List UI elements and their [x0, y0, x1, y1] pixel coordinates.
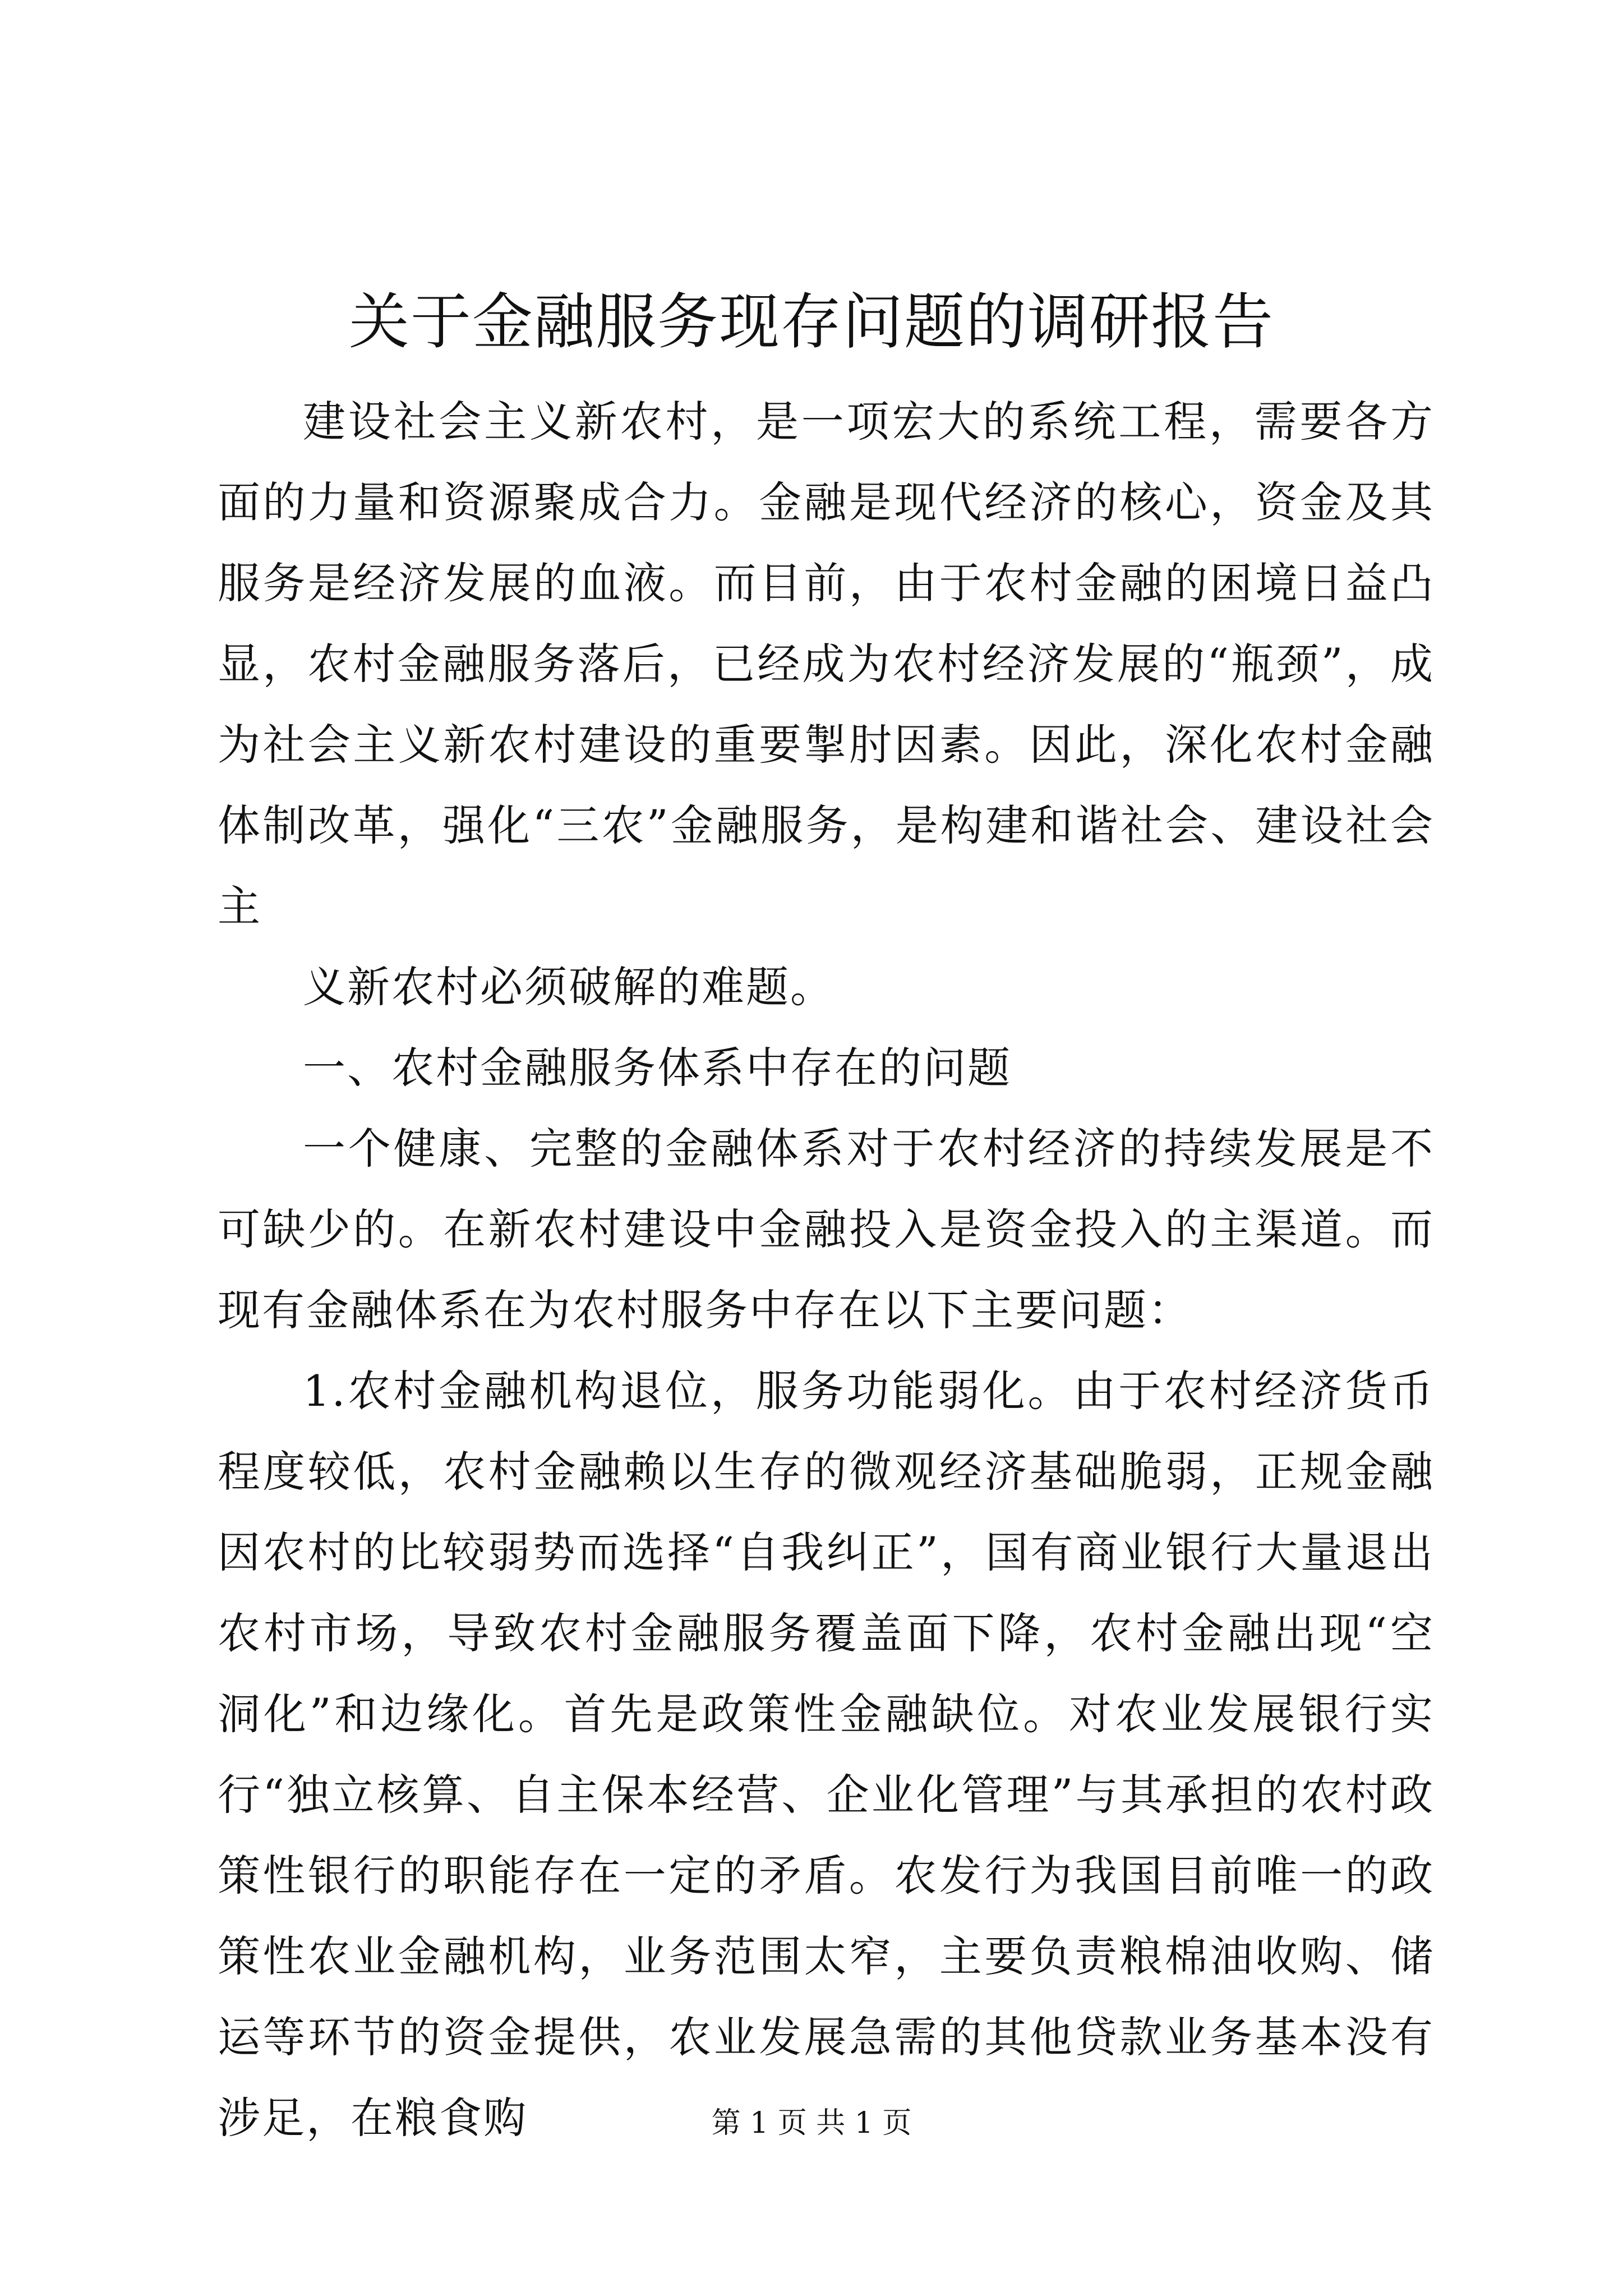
- document-title: 关于金融服务现存问题的调研报告: [348, 287, 1274, 357]
- paragraph-intro: 建设社会主义新农村，是一项宏大的系统工程，需要各方面的力量和资源聚成合力。金融是现代经济的核心，资金及其服务是经济发展的血液。而目前，由于农村金融的困境日益凸显，农村金融服务落后，已经成为农村经济发展的“瓶颈”，成为社会主义新农村建设的重要掣肘因素。因此，深化农村金融体制改革，强化“三农”金融服务，是构建和谐社会、建设社会主: [218, 397, 1435, 931]
- page-footer: 第 1 页 共 1 页: [711, 2106, 912, 2140]
- paragraph-intro-continued: 义新农村必须破解的难题。: [303, 962, 834, 1012]
- section-heading-1: 一、农村金融服务体系中存在的问题: [303, 1043, 1012, 1093]
- paragraph-point-1: 1.农村金融机构退位，服务功能弱化。由于农村经济货币程度较低，农村金融赖以生存的微观经济基础脆弱，正规金融因农村的比较弱势而选择“自我纠正”，国有商业银行大量退出农村市场，导致农村金融服务覆盖面下降，农村金融出现“空洞化”和边缘化。首先是政策性金融缺位。对农业发展银行实行“独立核算、自主保本经营、企业化管理”与其承担的农村政策性银行的职能存在一定的矛盾。农发行为我国目前唯一的政策性农业金融机构，业务范围太窄，主要负责粮棉油收购、储运等环节的资金提供，农业发展急需的其他贷款业务基本没有涉足，在粮食购: [218, 1366, 1435, 2143]
- document-body: [218, 381, 1435, 2159]
- paragraph-financial-system: 一个健康、完整的金融体系对于农村经济的持续发展是不可缺少的。在新农村建设中金融投入是资金投入的主渠道。而现有金融体系在为农村服务中存在以下主要问题：: [218, 1124, 1435, 1335]
